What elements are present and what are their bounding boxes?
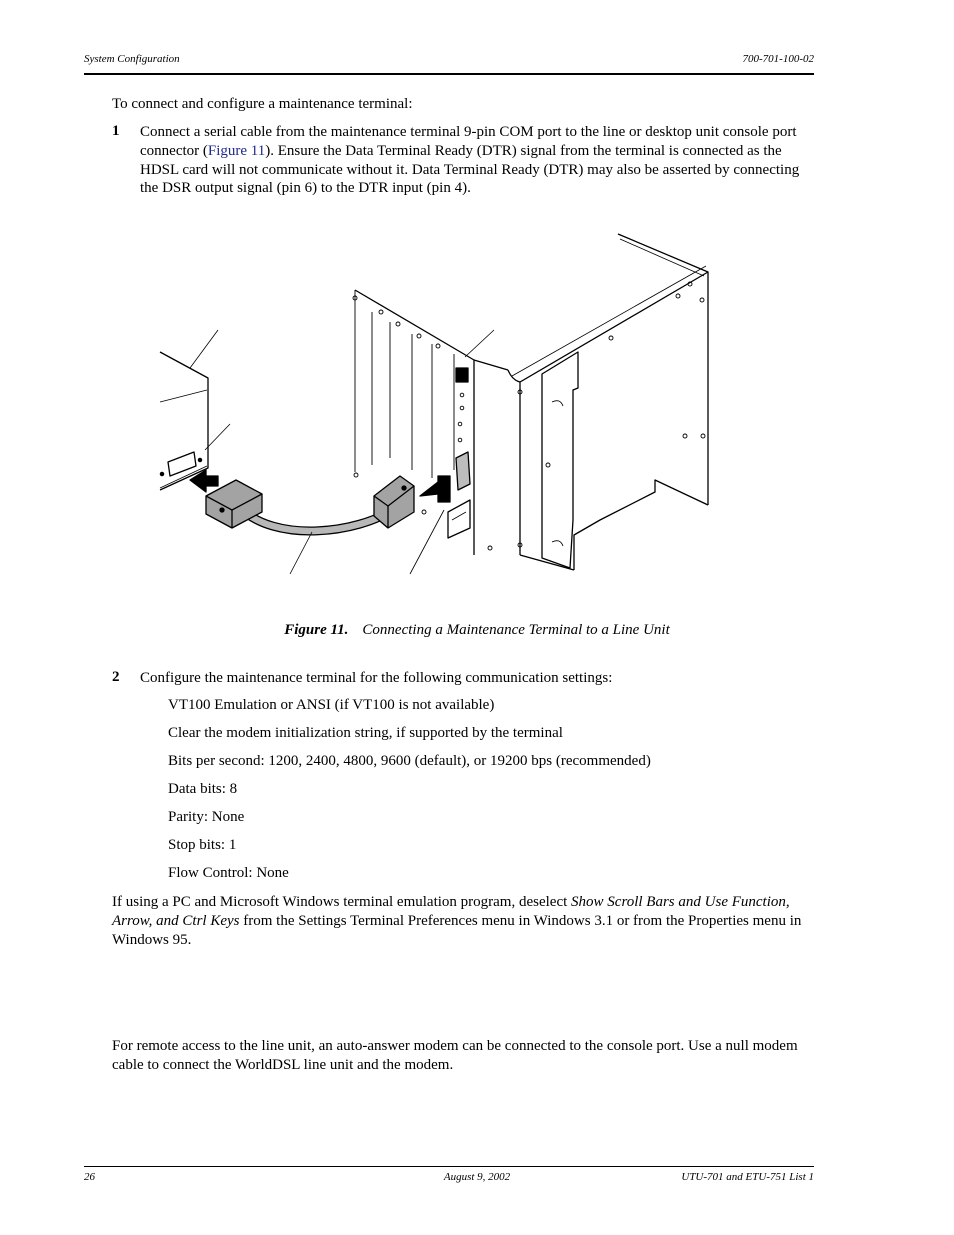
connector-callout-line (410, 510, 444, 574)
arrow-to-terminal-icon (190, 470, 218, 492)
figure-11-link[interactable]: Figure 11 (207, 142, 266, 159)
step-2-text: Configure the maintenance terminal for the following communication settings: (140, 670, 613, 686)
footer-product: UTU-701 and ETU-751 List 1 (681, 1171, 814, 1183)
line-unit-callout-line (465, 330, 494, 357)
footer-date: August 9, 2002 (443, 1171, 511, 1183)
terminal-com-port (168, 452, 196, 476)
arrow-to-line-unit-icon (420, 476, 450, 502)
line-unit-logo (456, 368, 468, 382)
intro-text: To connect and configure a maintenance terminal: (112, 96, 413, 112)
setting-flow-control: Flow Control: None (168, 865, 289, 881)
setting-modem-init: Clear the modem initialization string, if supported by the terminal (168, 725, 563, 741)
setting-parity: Parity: None (168, 809, 245, 825)
setting-emulation: VT100 Emulation or ANSI (if VT100 is not available) (168, 697, 495, 713)
step-1-number: 1 (112, 123, 120, 139)
setting-data-bits: Data bits: 8 (168, 781, 238, 797)
maintenance-terminal-illustration (150, 228, 720, 580)
figure-label: Figure 11. (284, 622, 349, 638)
header-section-title: System Configuration (84, 53, 180, 65)
cable-callout-line (290, 532, 312, 574)
step-2-number: 2 (112, 669, 120, 685)
mounting-bracket (542, 352, 578, 568)
footer-rule (84, 1166, 814, 1167)
step-1-text: Connect a serial cable from the maintenance terminal 9-pin COM port to the line or desktop unit console port connector (Figure 11). Ensure the Data Terminal Ready (DTR) signal from the terminal is connected as the HDSL card will not communicate without it. Data Terminal Ready (DTR) may also be asserted by connecting the DSR output signal (pin 6) to the DTR input (pin 4). (140, 124, 800, 197)
figure-caption (0, 622, 954, 639)
windows-note-menu-options: Show Scroll Bars and Use Function, Arrow, and Ctrl Keys (112, 894, 790, 929)
remote-access-text: For remote access to the line unit, an auto-answer modem can be connected to the console port. Use a null modem cable to connect the WorldDSL line unit and the modem. (112, 1038, 798, 1073)
setting-stop-bits: Stop bits: 1 (168, 837, 237, 853)
header-document-number: 700-701-100-02 (742, 53, 814, 65)
terminal-callout-line (190, 330, 218, 368)
figure-title: Connecting a Maintenance Terminal to a Line Unit (362, 622, 670, 638)
windows-note: If using a PC and Microsoft Windows terminal emulation program, deselect Show Scroll Bars and Use Function, Arrow, and Ctrl Keys from the Settings Terminal Preferences menu in Windows 3.1 or from the Properties menu in Windows 95. (112, 894, 802, 948)
setting-bits-per-second: Bits per second: 1200, 2400, 4800, 9600 (default), or 19200 bps (recommended) (168, 753, 651, 769)
shelf-right-side (618, 234, 708, 505)
footer-page-number: 26 (84, 1171, 95, 1183)
header-rule (84, 73, 814, 75)
line-unit-console-port (456, 452, 470, 490)
